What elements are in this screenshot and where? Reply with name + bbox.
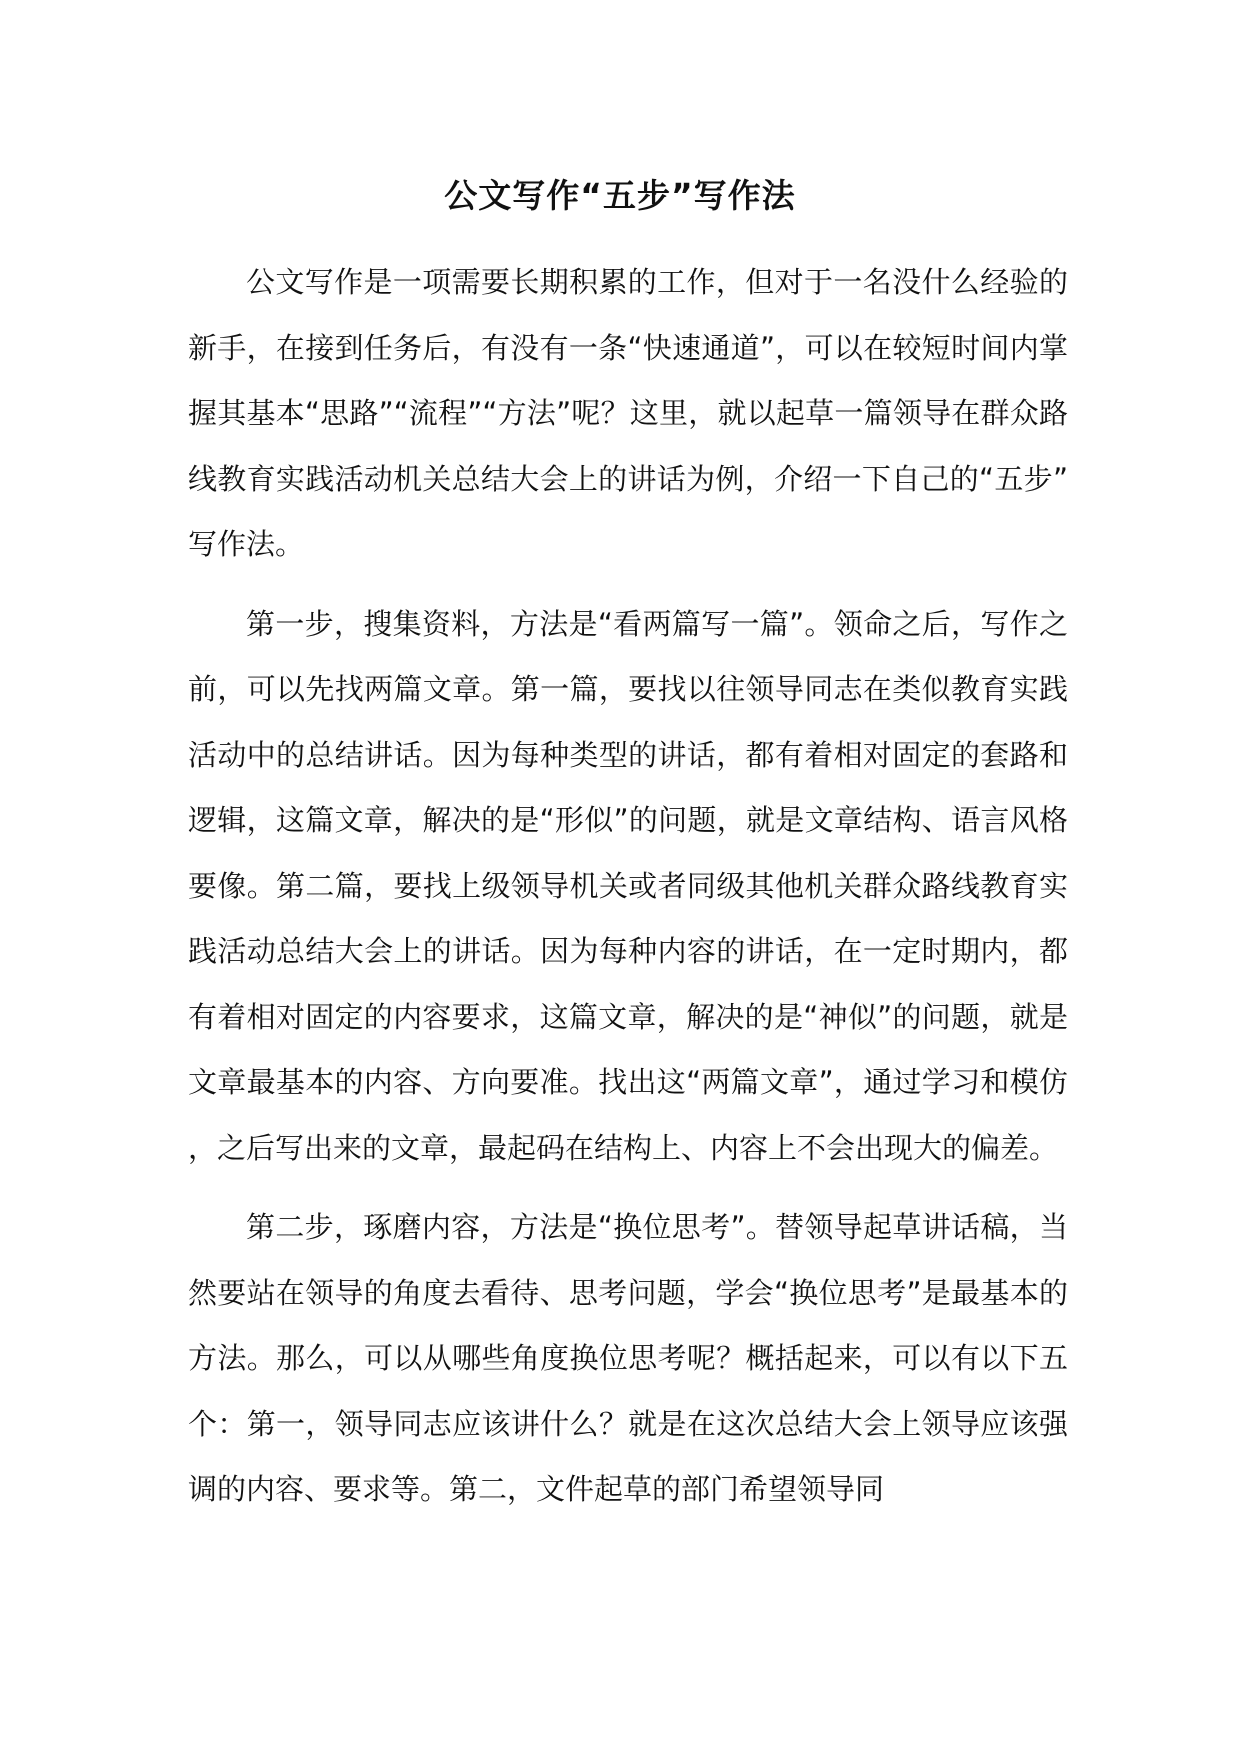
paragraph-step-two: 第二步，琢磨内容，方法是“换位思考”。替领导起草讲话稿，当然要站在领导的角度去看待、思考问题，学会“换位思考”是最基本的方法。那么，可以从哪些角度换位思考呢？概括起来，可以有以下五个：第一，领导同志应该讲什么？就是在这次总结大会上领导应该强调的内容、要求等。第二，文件起草的部门希望领导同 bbox=[188, 1210, 1068, 1506]
paragraph-intro: 公文写作是一项需要长期积累的工作，但对于一名没什么经验的新手，在接到任务后，有没有一条“快速通道”，可以在较短时间内掌握其基本“思路”“流程”“方法”呢？这里，就以起草一篇领导在群众路线教育实践活动机关总结大会上的讲话为例，介绍一下自己的“五步”写作法。 bbox=[188, 265, 1068, 561]
paragraph-step-one: 第一步，搜集资料，方法是“看两篇写一篇”。领命之后，写作之前，可以先找两篇文章。第一篇，要找以往领导同志在类似教育实践活动中的总结讲话。因为每种类型的讲话，都有着相对固定的套路和逻辑，这篇文章，解决的是“形似”的问题，就是文章结构、语言风格要像。第二篇，要找上级领导机关或者同级其他机关群众路线教育实践活动总结大会上的讲话。因为每种内容的讲话，在一定时期内，都有着相对固定的内容要求，这篇文章，解决的是“神似”的问题，就是文章最基本的内容、方向要准。找出这“两篇文章”，通过学习和模仿，之后写出来的文章，最起码在结构上、内容上不会出现大的偏差。 bbox=[188, 606, 1068, 1165]
document-body bbox=[188, 250, 1068, 1537]
document-title: 公文写作“五步”写作法 bbox=[444, 176, 796, 215]
